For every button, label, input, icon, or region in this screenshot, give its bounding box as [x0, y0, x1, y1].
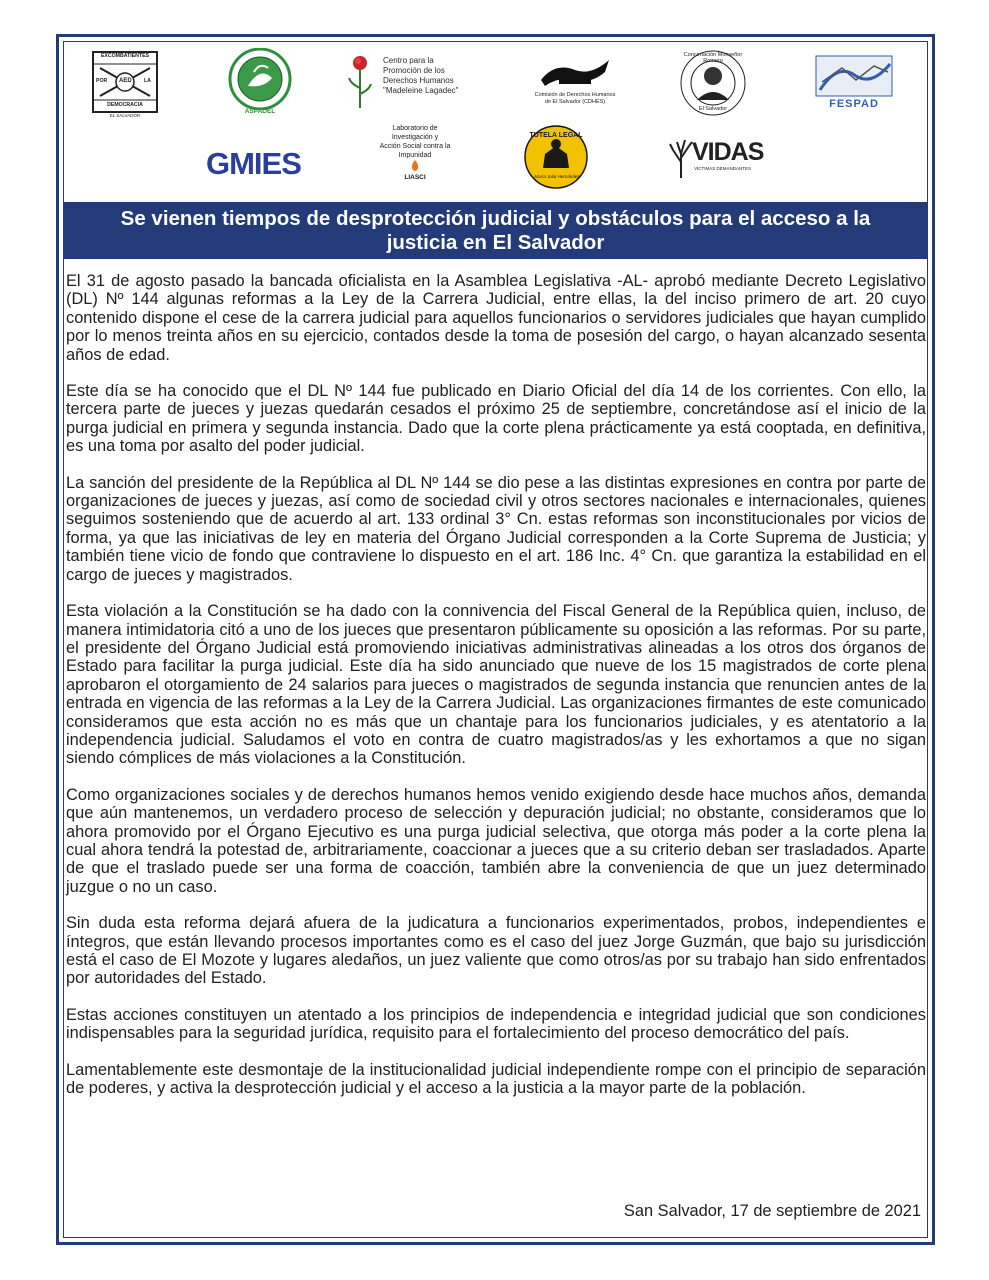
romero-ring-bottom: El Salvador — [698, 106, 728, 112]
fespad-logo — [812, 52, 896, 116]
title-line2: justicia en El Salvador — [386, 231, 605, 254]
romero-ring-top: Concertación Monseñor Romero — [683, 52, 743, 64]
excombatientes-place-text: EL SALVADOR — [109, 113, 141, 118]
gmies-name: GMIES — [206, 146, 301, 181]
tutela-sub: María Julia Hernández — [534, 174, 580, 179]
aspadel-logo — [220, 48, 300, 120]
tree-icon — [668, 138, 694, 178]
excombatientes-bottom-text: DEMOCRACIA — [107, 102, 143, 108]
gmies-logo — [206, 146, 302, 184]
paragraph: El 31 de agosto pasado la bancada oficialista en la Asamblea Legislativa -AL- aprobó mediante Decreto Legislativo (DL) Nº 144 algunas reformas a la Ley de la Carrera Judicial, entre ellas, la del inciso primero de art. 20 cuyo contenido dispone el cese de la carrera judicial para aquellos funcionarios o servidores judiciales que hayan cumplido por lo menos treinta años en su ejercicio, contados desde la toma de posesión del cargo, o hayan alcanzado sesenta años de edad. — [66, 272, 926, 364]
paragraph: Sin duda esta reforma dejará afuera de la judicatura a funcionarios experimentados, probos, independientes e íntegros, que están llevando procesos importantes como es el caso del juez Jorge Guzmán, que bajo su jurisdicción está el caso de El Mozote y lugares aledaños, un juez valiente que como otros/as por su trabajo han sido enfrentados por autoridades del Estado. — [66, 914, 926, 988]
vidas-sub: VÍCTIMAS DEMANDANTES — [694, 166, 752, 171]
tutela-legal-logo — [523, 124, 593, 194]
excombatientes-logo — [90, 50, 160, 120]
paragraph: Estas acciones constituyen un atentado a los principios de independencia e integridad judicial que son condiciones indispensables para la seguridad jurídica, requisito para el fortalecimiento del proceso democrático del país. — [66, 1005, 926, 1043]
paragraph: Lamentablemente este desmontaje de la institucionalidad judicial independiente rompe con el principio de separación de poderes, y activa la desprotección judicial y el acceso a la justicia a la mayor parte de la población. — [66, 1060, 926, 1098]
excombatientes-monogram: AED — [119, 78, 132, 84]
aspadel-name: ASPADEL — [244, 108, 276, 115]
liasci-logo — [360, 124, 470, 188]
cdhes-line2: de El Salvador (CDHES) — [544, 99, 606, 105]
liasci-acronym: LIASCI — [404, 174, 426, 181]
cdhes-line1: Comisión de Derechos Humanos — [534, 92, 616, 98]
madeleine-line3: Derechos Humanos — [383, 76, 454, 85]
vidas-logo — [668, 136, 768, 184]
paragraph: Este día se ha conocido que el DL Nº 144 fue publicado en Diario Oficial del día 14 de los corrientes. Con ello, la tercera parte de jueces y juezas quedarán cesados el próximo 25 de septiembre, concretándose así el inicio de la purga judicial en primera y segunda instancia. Dado que la corte plena prácticamente ya está cooptada, en definitiva, es una toma por asalto del poder judicial. — [66, 382, 926, 456]
place-date-signoff: San Salvador, 17 de septiembre de 2021 — [623, 1202, 921, 1220]
madeleine-line2: Promoción de los — [383, 66, 445, 75]
paragraph: Esta violación a la Constitución se ha dado con la connivencia del Fiscal General de la República quien, incluso, de manera intimidatoria citó a uno de los jueces que presentaron públicamente su oposición a las reformas. Por su parte, el presidente del Órgano Judicial está promoviendo iniciativas administrativas alineadas a los otros dos órganos de Estado para facilitar la purga judicial. Este día ha sido anunciado que nueve de los 15 magistrados de corte plena aprobaron el otorgamiento de 24 salarios para jueces o magistrados de segunda instancia que renuncien antes de la entrada en vigencia de las reformas a la Ley de la Carrera Judicial. Las organizaciones firmantes de este comunicado consideramos que esta acción no es más que un chantaje para los funcionarios judiciales, y es atentatorio a la independencia judicial. Saludamos el voto en contra de cuatro magistrados/as y les exhortamos a que no sigan siendo cómplices de más violaciones a la Constitución. — [66, 602, 926, 768]
tutela-name: TUTELA LEGAL — [529, 132, 583, 139]
flame-icon — [410, 160, 420, 172]
rose-icon — [345, 54, 375, 110]
fespad-name: FESPAD — [829, 98, 879, 110]
excombatientes-left-text: POR — [96, 78, 108, 84]
vidas-name: VIDAS — [692, 138, 764, 166]
liasci-line1: Laboratorio de — [392, 125, 438, 132]
liasci-line4: Impunidad — [398, 152, 432, 159]
logos-row-bottom — [70, 124, 920, 194]
madeleine-line4: "Madeleine Lagadec" — [383, 86, 459, 95]
excombatientes-right-text: LA — [144, 78, 151, 84]
madeleine-line1: Centro para la — [383, 56, 434, 65]
logos-row-top — [70, 48, 920, 124]
cdhes-emblem-icon — [535, 54, 615, 90]
liasci-line3: Acción Social contra la — [379, 143, 451, 150]
cdhes-logo — [525, 54, 625, 114]
paragraph: Como organizaciones sociales y de derechos humanos hemos venido exigiendo desde hace muchos años, demanda que aún mantenemos, un verdadero proceso de selección y depuración judicial; no obstante, consideramos que lo ahora promovido por el Órgano Ejecutivo es una purga judicial selectiva, que otorga más poder a la corte plena la cual ahora tendrá la potestad de, arbitrariamente, coaccionar a jueces que a su criterio deban ser trasladados. Aparte de que el traslado puede ser una forma de coacción, también abre la conveniencia de que un juez determinado juzgue o no un caso. — [66, 785, 926, 896]
statement-body — [66, 272, 926, 1115]
liasci-line2: Investigación y — [391, 134, 439, 141]
document-title — [64, 202, 927, 259]
romero-logo — [675, 48, 751, 124]
title-line1: Se vienen tiempos de desprotección judicial y obstáculos para el acceso a la — [120, 207, 871, 230]
madeleine-lagadec-logo — [345, 54, 485, 114]
paragraph: La sanción del presidente de la República al DL Nº 144 se dio pese a las distintas expresiones en contra por parte de organizaciones de jueces y juezas, así como de sociedad civil y otros sectores nacionales e internacionales, quienes seguimos sosteniendo que de acuerdo al art. 133 ordinal 3° Cn. estas reformas son inconstitucionales por vicios de forma, ya que las iniciativas de ley en materia del Órgano Judicial corresponden a la Corte Suprema de Justicia; y también tiene vicio de fondo que contraviene lo dispuesto en el art. 186 Inc. 4° Cn. que garantiza la estabilidad en el cargo de jueces y magistrados. — [66, 473, 926, 584]
excombatientes-top-text: EXCOMBATIENTES — [100, 53, 150, 59]
